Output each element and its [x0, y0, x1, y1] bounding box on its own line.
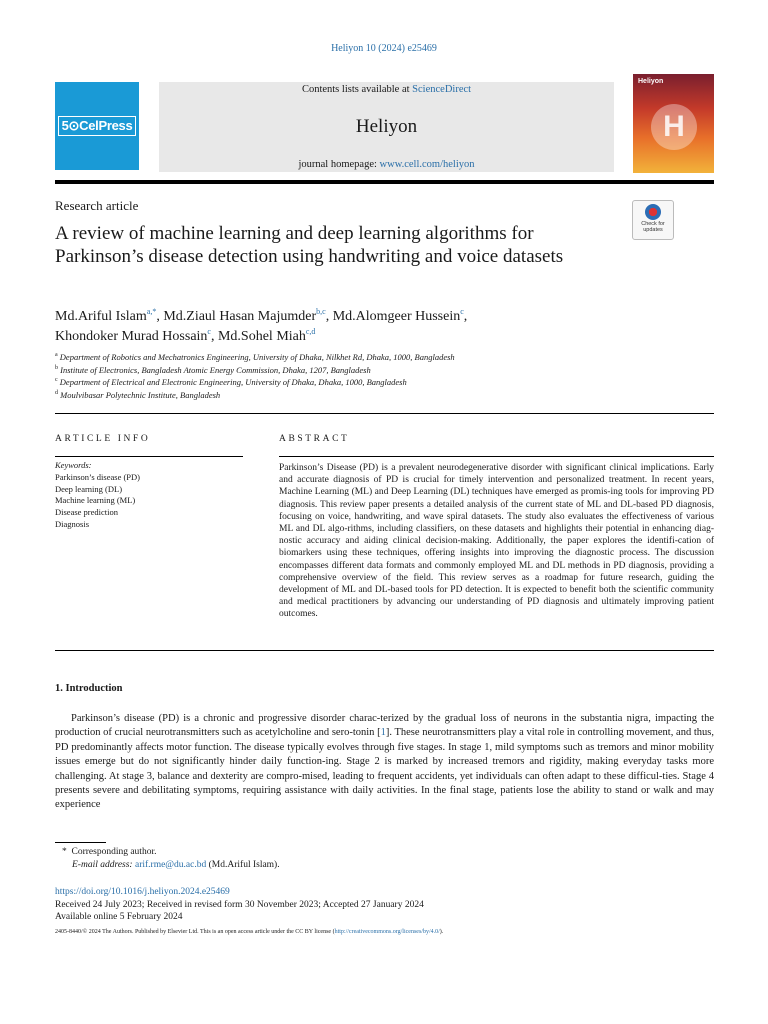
journal-cover-image[interactable]: Heliyon H	[633, 74, 714, 173]
abstract-heading: ABSTRACT	[279, 434, 350, 444]
affiliations	[55, 351, 715, 401]
article-type: Research article	[55, 198, 139, 213]
journal-reference[interactable]: Heliyon 10 (2024) e25469	[331, 43, 437, 54]
author-affiliation-marker[interactable]: a,*	[146, 307, 157, 316]
author-name[interactable]: Khondoker Murad Hossain	[55, 329, 208, 344]
article-title: A review of machine learning and deep learning algorithms for Parkinson’s disease detection using handwriting and voice datasets	[55, 223, 564, 267]
affiliation-item: $^d$ Moulvibasar Polytechnic Institute, Bangladesh	[55, 389, 221, 400]
intro-paragraph: Parkinson’s disease (PD) is a chronic and progressive disorder charac-terized by the gradual loss of neurons in the substantia nigra, impacting the production of crucial neurotransmitters such as acetylcholine and sero-tonin [1]. These neurotransmitters play a vital role in controlling movement, and thus, PD predominantly affects motor function. The disease typically evolves through five stages. In stage 1, mild symptoms such as tremors and minor mobility issues emerge but do not significantly hinder daily function-ing. Stage 2 is marked by increased tremors and rigidity, making everyday tasks more challenging. At stage 3, balance and dexterity are compro-mised, leading to frequent accidents, yet individuals can often adapt to these difficul-ties. Stage 4 presents severe and debilitating symptoms, requiring assistance with daily activities. In the final stage, patients lose the ability to stand or walk and may experience	[55, 713, 714, 811]
divider	[55, 650, 714, 651]
author-list: Md.Ariful Islam$^{a,*}$, Md.Ziaul Hasan Majumder$^{b,c}$, Md.Alomgeer Hussein$^c$, Khondoker Murad Hossain$^c$, Md.Sohel Miah$^{c,d}$	[55, 307, 468, 344]
affiliation-item: $^b$ Institute of Electronics, Bangladesh Atomic Energy Commission, Dhaka, 1207, Bangladesh	[55, 364, 371, 375]
footnote-rule	[55, 842, 106, 843]
license-line: 2405-8440/© 2024 The Authors. Published by Elsevier Ltd. This is an open access article under the CC BY license (http://creativecommons.org/licenses/by/4.0/).	[55, 929, 444, 935]
keyword-item: Parkinson’s disease (PD)	[55, 471, 140, 482]
affiliation-item: $^a$ Department of Robotics and Mechatronics Engineering, University of Dhaka, Nilkhet Rd, Dhaka, 1000, Bangladesh	[55, 352, 455, 362]
check-for-updates-badge[interactable]: Check for updates	[632, 200, 674, 240]
journal-info-box	[159, 82, 614, 172]
author-affiliation-marker[interactable]: c	[460, 307, 464, 316]
available-date: Available online 5 February 2024	[55, 912, 183, 922]
license-link[interactable]: http://creativecommons.org/licenses/by/4.0/	[334, 929, 440, 935]
section-heading: 1. Introduction	[55, 683, 123, 694]
divider	[279, 456, 714, 457]
cover-emblem: H	[651, 104, 697, 150]
keyword-item: Machine learning (ML)	[55, 495, 136, 506]
crossmark-icon	[645, 204, 661, 220]
author-name[interactable]: Md.Ariful Islam	[55, 309, 147, 324]
homepage-line: journal homepage: www.cell.com/heliyon	[298, 159, 475, 170]
abstract-text: Parkinson’s Disease (PD) is a prevalent neurodegenerative disorder with significant clinical implications. Early and accurate diagnosis of PD is crucial for timely intervention and personalized treatment. In recent years, Machine Learning (ML) and Deep Learning (DL) techniques have emerged as promis-ing tools for improving PD diagnosis. This review paper presents a detailed analysis of the current state of ML and DL-based PD diagnosis, focusing on voice, handwriting, and wave spiral datasets. The study also evaluates the effectiveness of various ML and DL algo-rithms, including classifiers, on these datasets and highlights their potential in enhancing diag-nostic accuracy and aiding clinical decision-making. Additionally, the paper explores the identifi-cation of biomarkers using these techniques, offering insights into improving the diagnostic process. The discussion encompasses different data formats and commonly employed ML and DL methods in PD diagnosis, providing a comprehensive overview of the field. This review serves as a roadmap for future research, guiding the development of ML and DL-based tools for PD detection. It is expected to benefit both the scientific community and medical practitioners by advancing our understanding of PD diagnosis and ultimately improving patient outcomes.	[279, 463, 714, 620]
email-link[interactable]: arif.rme@du.ac.bd	[134, 860, 207, 870]
homepage-link[interactable]: www.cell.com/heliyon	[379, 159, 475, 170]
received-dates: Received 24 July 2023; Received in revised form 30 November 2023; Accepted 27 January 2024	[55, 899, 424, 910]
publication-info	[55, 886, 424, 924]
divider	[55, 456, 243, 457]
doi-link[interactable]: https://doi.org/10.1016/j.heliyon.2024.e25469	[55, 887, 230, 897]
author-affiliation-marker[interactable]: c	[207, 327, 211, 336]
keyword-item: Disease prediction	[55, 507, 119, 518]
keywords-label: Keywords:	[55, 460, 92, 470]
journal-header	[55, 80, 714, 175]
footnote: * Corresponding author. E-mail address: arif.rme@du.ac.bd (Md.Ariful Islam).	[62, 847, 280, 870]
keywords	[55, 460, 245, 531]
citation-link[interactable]: 1	[380, 727, 386, 739]
sciencedirect-link[interactable]: ScienceDirect	[412, 84, 472, 95]
journal-name: Heliyon	[355, 116, 418, 137]
author-name[interactable]: Md.Ziaul Hasan Majumder	[163, 309, 317, 324]
divider	[55, 413, 714, 414]
contents-line: Contents lists available at ScienceDirect	[301, 84, 472, 95]
article-info-heading: ARTICLE INFO	[55, 434, 151, 444]
cellpress-logo[interactable]: 5⊙CelPress	[55, 82, 139, 170]
author-name[interactable]: Md.Sohel Miah	[217, 329, 306, 344]
affiliation-item: $^c$ Department of Electrical and Electronic Engineering, University of Dhaka, Dhaka, 1000, Bangladesh	[55, 377, 407, 387]
header-rule	[55, 180, 714, 184]
keyword-item: Diagnosis	[55, 518, 89, 529]
author-name[interactable]: Md.Alomgeer Hussein	[332, 309, 461, 324]
keyword-item: Deep learning (DL)	[55, 483, 123, 494]
author-affiliation-marker[interactable]: c,d	[305, 327, 316, 336]
author-affiliation-marker[interactable]: b,c	[316, 307, 326, 316]
